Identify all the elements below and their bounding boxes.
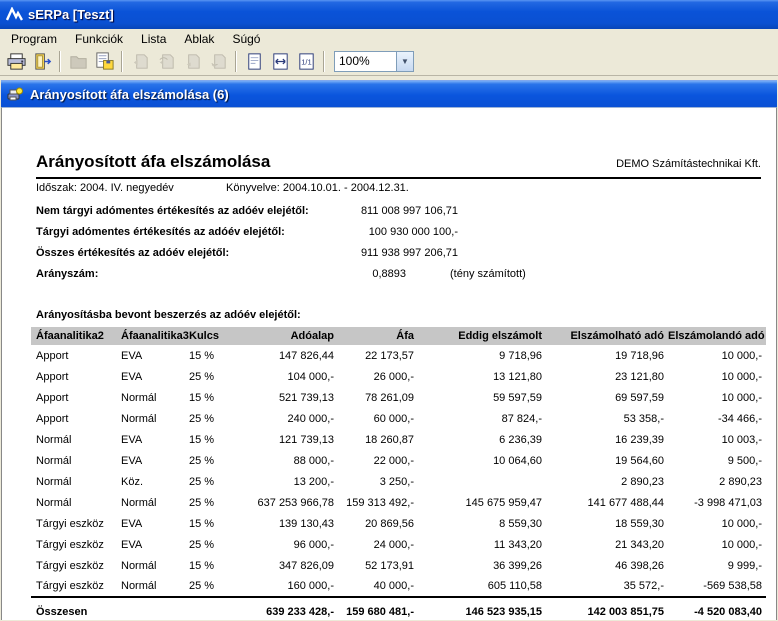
table-row xyxy=(31,450,766,471)
table-cell: Normál xyxy=(121,496,157,509)
table-row xyxy=(31,387,766,408)
table-cell: 40 000,- xyxy=(373,580,414,592)
page-arrow-icon-4[interactable] xyxy=(205,50,231,74)
table-cell: 25 % xyxy=(189,496,215,509)
toolbar xyxy=(0,48,778,76)
table-cell: EVA xyxy=(121,433,143,446)
col-adoalap: Adóalap xyxy=(239,327,338,345)
ratio-note: (tény számított) xyxy=(450,268,526,280)
table-cell: 19 718,96 xyxy=(615,349,664,362)
table-cell: 15 % xyxy=(189,517,215,530)
table-cell: 10 003,- xyxy=(721,433,762,446)
table-cell: 18 260,87 xyxy=(365,433,414,446)
col-elszamolando-ado: Elszámolandó adó xyxy=(668,327,766,345)
menu-ablak[interactable]: Ablak xyxy=(184,31,215,46)
section-title: Arányosításba bevont beszerzés az adóév elejétől: xyxy=(36,309,301,321)
summary-label: Tárgyi adómentes értékesítés az adóév elejétől: xyxy=(36,226,285,238)
table-cell: Normál xyxy=(121,559,157,572)
report-title: Arányosított áfa elszámolása xyxy=(36,152,271,171)
table-cell: 22 000,- xyxy=(373,454,414,467)
report-printer-icon xyxy=(6,85,24,103)
table-cell: Normál xyxy=(121,412,157,425)
document-title: Arányosított áfa elszámolása (6) xyxy=(30,86,229,102)
total-value: 159 680 481,- xyxy=(338,597,418,620)
table-cell: 25 % xyxy=(189,412,215,425)
table-cell: 159 313 492,- xyxy=(346,496,414,509)
app-titlebar[interactable] xyxy=(0,0,778,29)
total-label: Összesen xyxy=(31,597,239,620)
table-cell: 26 000,- xyxy=(373,370,414,383)
page-arrow-icon-2[interactable] xyxy=(153,50,179,74)
report-page xyxy=(1,107,777,620)
table-cell: 10 000,- xyxy=(721,370,762,383)
table-cell: -569 538,58 xyxy=(703,580,762,592)
summary-value: 911 938 997 206,71 xyxy=(360,247,458,259)
period-label: Időszak: 2004. IV. negyedév xyxy=(36,182,174,194)
table-cell: 11 343,20 xyxy=(493,538,542,551)
table-cell: 69 597,59 xyxy=(615,391,664,404)
summary-value: 811 008 997 106,71 xyxy=(360,205,458,217)
table-cell: Tárgyi eszköz xyxy=(36,538,104,551)
summary-label: Nem tárgyi adómentes értékesítés az adóév elejétől: xyxy=(36,205,309,217)
table-cell: 35 572,- xyxy=(623,580,664,592)
print-icon[interactable] xyxy=(3,50,29,74)
total-value: 142 003 851,75 xyxy=(546,597,668,620)
table-row xyxy=(31,429,766,450)
table-cell: 10 000,- xyxy=(721,517,762,530)
table-cell: 521 739,13 xyxy=(278,391,334,404)
total-value: 146 523 935,15 xyxy=(418,597,546,620)
table-cell: 15 % xyxy=(189,559,215,572)
table-cell: 10 000,- xyxy=(721,349,762,362)
table-cell: 24 000,- xyxy=(373,538,414,551)
col-kulcs: Kulcs xyxy=(189,327,239,345)
table-cell: 10 000,- xyxy=(721,538,762,551)
table-cell: 9 500,- xyxy=(727,454,762,467)
toolbar-separator xyxy=(121,51,123,72)
table-cell: 605 110,58 xyxy=(487,580,542,592)
total-value: -4 520 083,40 xyxy=(668,597,766,620)
title-divider xyxy=(36,177,761,179)
table-cell: 59 597,59 xyxy=(493,391,542,404)
table-cell: 78 261,09 xyxy=(365,391,414,404)
table-cell: 22 173,57 xyxy=(365,349,414,362)
table-cell: 20 869,56 xyxy=(365,517,414,530)
table-cell: 10 000,- xyxy=(721,391,762,404)
table-cell: Tárgyi eszköz xyxy=(36,559,104,572)
fit-width-icon[interactable] xyxy=(267,50,293,74)
table-cell: 10 064,60 xyxy=(493,454,542,467)
chevron-down-icon[interactable]: ▼ xyxy=(396,52,413,71)
table-cell: Tárgyi eszköz xyxy=(36,580,104,592)
svg-text:1/1: 1/1 xyxy=(300,57,312,67)
table-cell: 46 398,26 xyxy=(615,559,664,572)
table-cell: 2 890,23 xyxy=(719,475,762,488)
table-cell: 9 999,- xyxy=(727,559,762,572)
col-afaanalitika2: Áfaanalitika2 xyxy=(31,327,121,345)
table-cell: Normál xyxy=(121,580,157,592)
table-cell: 8 559,30 xyxy=(499,517,542,530)
table-row xyxy=(31,555,766,576)
page-arrow-icon-1[interactable] xyxy=(127,50,153,74)
table-cell: Apport xyxy=(36,412,69,425)
table-cell: 25 % xyxy=(189,475,215,488)
table-cell: EVA xyxy=(121,517,143,530)
document-titlebar[interactable] xyxy=(1,80,777,107)
total-value: 639 233 428,- xyxy=(239,597,338,620)
table-row xyxy=(31,345,766,366)
table-cell: 25 % xyxy=(189,538,215,551)
table-body xyxy=(31,345,766,597)
table-cell: 9 718,96 xyxy=(499,349,542,362)
table-cell: Normál xyxy=(36,433,72,446)
table-row xyxy=(31,492,766,513)
menu-sugo[interactable]: Súgó xyxy=(232,31,261,46)
table-cell: 87 824,- xyxy=(501,412,542,425)
table-row xyxy=(31,534,766,555)
table-cell: Tárgyi eszköz xyxy=(36,517,104,530)
table-cell: 15 % xyxy=(189,433,215,446)
table-cell: 19 564,60 xyxy=(615,454,664,467)
table-cell: 121 739,13 xyxy=(278,433,334,446)
summary-value: 100 930 000 100,- xyxy=(368,226,458,238)
table-cell: 88 000,- xyxy=(293,454,334,467)
vat-table xyxy=(31,327,766,620)
table-cell: Normál xyxy=(121,391,157,404)
zoom-select[interactable] xyxy=(334,51,414,72)
summary-block xyxy=(36,201,761,285)
menu-lista[interactable]: Lista xyxy=(141,31,167,46)
window-title: sERPa [Teszt] xyxy=(28,7,114,22)
menu-program[interactable]: Program xyxy=(11,31,58,46)
summary-label: Összes értékesítés az adóév elejétől: xyxy=(36,247,230,259)
table-cell xyxy=(418,471,546,492)
table-cell: 53 358,- xyxy=(623,412,664,425)
table-cell: 23 121,80 xyxy=(615,370,664,383)
table-cell: 13 200,- xyxy=(293,475,334,488)
table-cell: 145 675 959,47 xyxy=(465,496,542,509)
col-eddig-elszamolt: Eddig elszámolt xyxy=(418,327,546,345)
ratio-value: 0,8893 xyxy=(372,268,406,280)
table-header-row xyxy=(31,327,766,345)
col-elszamolhato-ado: Elszámolható adó xyxy=(546,327,668,345)
table-cell: 637 253 966,78 xyxy=(257,496,334,509)
table-cell: Apport xyxy=(36,349,69,362)
open-folder-icon[interactable] xyxy=(65,50,91,74)
table-cell: 21 343,20 xyxy=(615,538,664,551)
table-cell: 104 000,- xyxy=(287,370,334,383)
table-cell: 13 121,80 xyxy=(493,370,542,383)
booked-label: Könyvelve: 2004.10.01. - 2004.12.31. xyxy=(226,182,409,194)
col-afa: Áfa xyxy=(338,327,418,345)
table-total-row xyxy=(31,597,766,620)
table-cell: 141 677 488,44 xyxy=(587,496,664,509)
table-cell: EVA xyxy=(121,538,143,551)
table-row xyxy=(31,513,766,534)
table-cell: 240 000,- xyxy=(287,412,334,425)
table-cell: 347 826,09 xyxy=(278,559,334,572)
table-cell: Köz. xyxy=(121,475,144,488)
toolbar-separator xyxy=(59,51,61,72)
table-cell: Apport xyxy=(36,391,69,404)
table-row xyxy=(31,366,766,387)
menu-funkciok[interactable]: Funkciók xyxy=(75,31,124,46)
table-cell: Normál xyxy=(36,496,72,509)
table-cell: 52 173,91 xyxy=(365,559,414,572)
table-cell: 15 % xyxy=(189,391,215,404)
table-cell: EVA xyxy=(121,370,143,383)
table-cell: -34 466,- xyxy=(717,412,762,425)
table-row xyxy=(31,471,766,492)
table-cell: 16 239,39 xyxy=(615,433,664,446)
ratio-label: Arányszám: xyxy=(36,268,99,280)
company-name: DEMO Számítástechnikai Kft. xyxy=(616,158,761,170)
table-cell: 147 826,44 xyxy=(278,349,334,362)
table-cell: 3 250,- xyxy=(379,475,414,488)
table-cell: 25 % xyxy=(189,580,215,592)
toolbar-separator xyxy=(235,51,237,72)
menubar xyxy=(0,29,778,48)
table-cell: 25 % xyxy=(189,370,215,383)
table-cell: Apport xyxy=(36,370,69,383)
toolbar-separator xyxy=(323,51,325,72)
col-afaanalitika3: Áfaanalitika3 xyxy=(121,327,189,345)
table-cell: 96 000,- xyxy=(293,538,334,551)
table-row xyxy=(31,408,766,429)
save-icon[interactable] xyxy=(91,50,117,74)
table-cell: 25 % xyxy=(189,454,215,467)
one-to-one-page-icon[interactable] xyxy=(293,50,319,74)
whole-page-icon[interactable] xyxy=(241,50,267,74)
app-logo-icon xyxy=(5,6,23,24)
table-cell: -3 998 471,03 xyxy=(694,496,762,509)
table-cell: 6 236,39 xyxy=(499,433,542,446)
table-cell: 60 000,- xyxy=(373,412,414,425)
page-arrow-icon-3[interactable] xyxy=(179,50,205,74)
table-cell: EVA xyxy=(121,349,143,362)
table-row xyxy=(31,576,766,597)
table-cell: 15 % xyxy=(189,349,215,362)
table-cell: EVA xyxy=(121,454,143,467)
table-cell: 36 399,26 xyxy=(493,559,542,572)
table-cell: 2 890,23 xyxy=(621,475,664,488)
table-cell: Normál xyxy=(36,475,72,488)
zoom-value: 100% xyxy=(339,54,370,68)
table-cell: Normál xyxy=(36,454,72,467)
table-cell: 139 130,43 xyxy=(278,517,334,530)
table-cell: 18 559,30 xyxy=(615,517,664,530)
exit-door-icon[interactable] xyxy=(29,50,55,74)
table-cell: 160 000,- xyxy=(287,580,334,592)
